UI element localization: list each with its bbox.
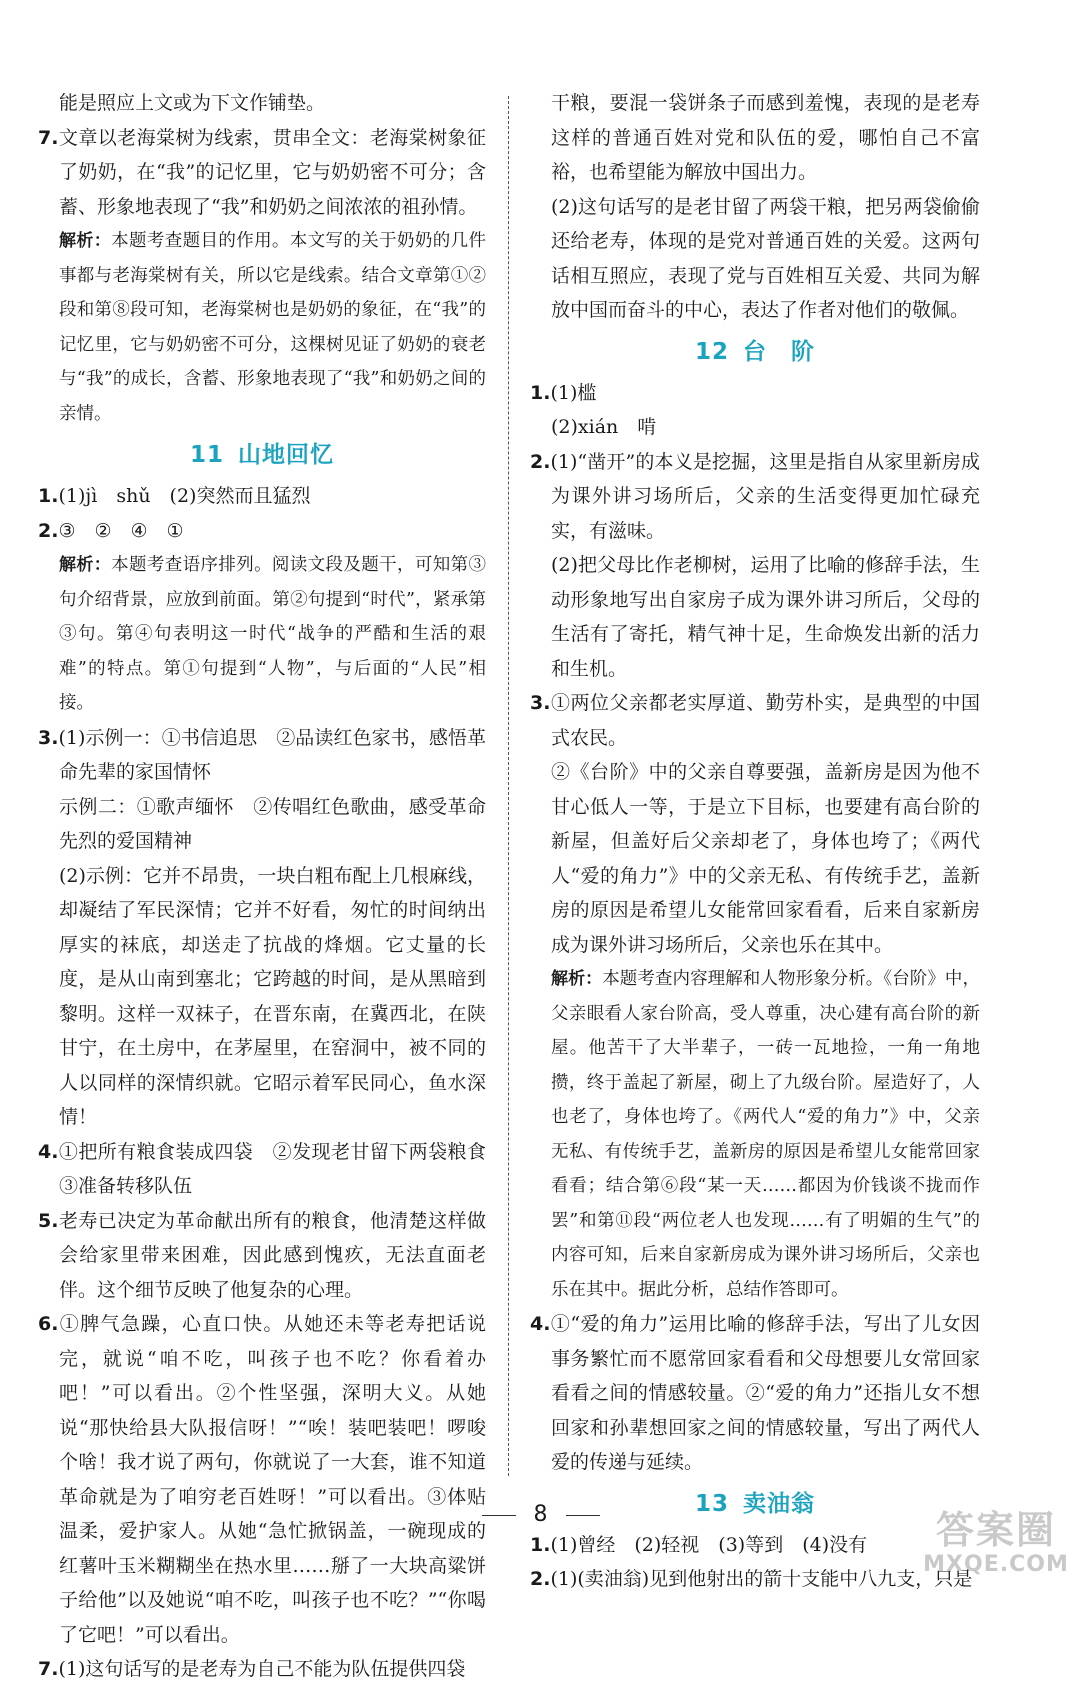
answer-item (530, 686, 980, 755)
question-number: 1. (530, 381, 551, 404)
answer-item (38, 479, 486, 514)
question-number: 3. (38, 726, 59, 749)
answer-text: 能是照应上文或为下文作铺垫。 (59, 92, 326, 114)
answer-text: 老寿已决定为革命献出所有的粮食，他清楚这样做会给家里带来困难，因此感到愧疚，无法直面老伴。这个细节反映了他复杂的心理。 (58, 1209, 486, 1301)
answer-continuation (530, 190, 980, 328)
answer-text: ①两位父亲都老实厚道、勤劳朴实，是典型的中国式农民。 (550, 692, 980, 749)
section-number: 13 (694, 1490, 729, 1517)
question-number: 4. (38, 1140, 59, 1163)
left-column (38, 86, 506, 1687)
watermark-title: 答案圈 (935, 1508, 1056, 1552)
answer-item (38, 1135, 506, 1204)
section-heading (38, 433, 486, 477)
answer-item (530, 376, 980, 411)
question-number: 4. (530, 1313, 551, 1335)
question-number: 3. (530, 692, 551, 714)
question-number: 2. (38, 519, 59, 542)
answer-item (530, 445, 980, 549)
watermark-logo (921, 1508, 1071, 1590)
page-footer (0, 1502, 1081, 1527)
answer-item (530, 1307, 980, 1480)
question-number: 6. (38, 1313, 59, 1335)
column-divider (508, 96, 509, 1476)
answer-item (530, 1528, 980, 1563)
answer-continuation (530, 410, 980, 445)
analysis-label: 解析： (59, 555, 112, 575)
answer-continuation (530, 86, 980, 190)
answer-text: (2)xián 啃 (551, 416, 657, 438)
answer-text: ③ ② ④ ① (58, 519, 184, 542)
answer-item (530, 1562, 980, 1597)
footer-dash-right (566, 1515, 600, 1516)
answer-text: (2)示例：它并不昂贵，一块白粗布配上几根麻线，却凝结了军民深情；它并不好看，匆忙的时间纳出厚实的袜底，却送走了抗战的烽烟。它丈量的长度，是从山南到塞北；它跨越的时间，是从黑暗到黎明。这样一双袜子，在晋东南，在冀西北，在陕甘宁，在土房中，在茅屋里，在窑洞中，被不同的人以同样的深情织就。它昭示着军民同心，鱼水深情！ (59, 864, 486, 1128)
answer-continuation (530, 548, 980, 686)
question-number: 2. (530, 1568, 551, 1590)
question-number: 5. (38, 1209, 59, 1232)
answer-continuation (38, 86, 486, 121)
answer-text: (1)“凿开”的本义是挖掘，这里是指自从家里新房成为课外讲习场所后，父亲的生活变得更加忙碌充实，有滋味。 (550, 450, 980, 542)
answer-continuation (530, 755, 980, 962)
analysis-paragraph (38, 224, 486, 431)
watermark-url: MXQE.COM (923, 1552, 1069, 1577)
answer-text: (1)jì shǔ (2)突然而且猛烈 (58, 485, 311, 507)
answer-item (38, 514, 486, 549)
right-column (530, 86, 980, 1597)
answer-item (38, 1307, 486, 1652)
answer-text: (1)曾经 (2)轻视 (3)等到 (4)没有 (550, 1533, 868, 1556)
answer-item (38, 121, 486, 225)
analysis-text: 本题考查内容理解和人物形象分析。《台阶》中，父亲眼看人家台阶高，受人尊重，决心建有高台阶的新屋。他苦干了大半辈子，一砖一瓦地捡，一角一角地攒，终于盖起了新屋，砌上了九级台阶。屋造好了，人也老了，身体也垮了。《两代人“爱的角力”》中，父亲无私、有传统手艺，盖新房的原因是希望儿女能常回家看看；结合第⑥段“某一天……都因为价钱谈不拢而作罢”和第⑪段“两位老人也发现……有了明媚的生气”的内容可知，后来自家新房成为课外讲习场所后，父亲也乐在其中。据此分析，总结作答即可。 (551, 969, 980, 1300)
answer-text: (1)槛 (550, 381, 597, 404)
answer-text: ①把所有粮食装成四袋 ②发现老甘留下两袋粮食 ③准备转移队伍 (58, 1140, 506, 1197)
section-title: 山地回忆 (238, 441, 334, 468)
answer-item (38, 721, 486, 790)
answer-text: (2)把父母比作老柳树，运用了比喻的修辞手法，生动形象地写出自家房子成为课外讲习所后，父母的生活有了寄托，精气神十足，生命焕发出新的活力和生机。 (551, 554, 980, 680)
section-number: 12 (694, 338, 729, 365)
section-title: 卖油翁 (743, 1489, 815, 1517)
analysis-label: 解析： (551, 969, 603, 989)
answer-text: 干粮，要混一袋饼条子而感到羞愧，表现的是老寿这样的普通百姓对党和队伍的爱，哪怕自己不富裕，也希望能为解放中国出力。 (551, 92, 980, 183)
answer-continuation (38, 790, 486, 859)
analysis-label: 解析： (59, 231, 112, 251)
answer-text: (1)这句话写的是老寿为自己不能为队伍提供四袋 (58, 1658, 466, 1680)
question-number: 1. (38, 485, 59, 507)
answer-text: (2)这句话写的是老甘留了两袋干粮，把另两袋偷偷还给老寿，体现的是党对普通百姓的关爱。这两句话相互照应，表现了党与百姓相互关爱、共同为解放中国而奋斗的中心，表达了作者对他们的敬佩。 (551, 195, 980, 321)
footer-dash-left (482, 1515, 516, 1516)
analysis-text: 本题考查题目的作用。本文写的关于奶奶的几件事都与老海棠树有关，所以它是线索。结合文章第①②段和第⑧段可知，老海棠树也是奶奶的象征，在“我”的记忆里，它与奶奶密不可分，这棵树见证了奶奶的衰老与“我”的成长，含蓄、形象地表现了“我”和奶奶之间的亲情。 (59, 231, 486, 424)
analysis-text: 本题考查语序排列。阅读文段及题干，可知第③句介绍背景，应放到前面。第②句提到“时代”，紧承第③句。第④句表明这一时代“战争的严酷和生活的艰难”的特点。第①句提到“人物”，与后面的“人民”相接。 (59, 555, 486, 713)
section-number: 11 (189, 442, 224, 468)
question-number: 7. (38, 126, 59, 149)
analysis-paragraph (38, 548, 486, 721)
question-number: 2. (530, 450, 551, 473)
page-number: 8 (533, 1502, 548, 1527)
section-heading (530, 330, 980, 374)
answer-continuation (38, 859, 486, 1135)
question-number: 1. (530, 1533, 551, 1556)
answer-text: ①“爱的角力”运用比喻的修辞手法，写出了儿女因事务繁忙而不愿常回家看看和父母想要儿女常回家看看之间的情感较量。②“爱的角力”还指儿女不想回家和孙辈想回家之间的情感较量，写出了两代人爱的传递与延续。 (550, 1313, 980, 1473)
answer-text: (1)(卖油翁)见到他射出的箭十支能中八九支，只是 (550, 1568, 973, 1590)
answer-text: (1)示例一：①书信追思 ②品读红色家书，感悟革命先辈的家国情怀 (58, 726, 486, 783)
answer-item (38, 1204, 486, 1308)
answer-text: ②《台阶》中的父亲自尊要强，盖新房是因为他不甘心低人一等，于是立下目标，也要建有高台阶的新屋，但盖好后父亲却老了，身体也垮了；《两代人“爱的角力”》中的父亲无私、有传统手艺，盖新房的原因是希望儿女能常回家看看，后来自家新房成为课外讲习场所后，父亲也乐在其中。 (551, 761, 980, 956)
section-title: 台 阶 (743, 337, 815, 365)
answer-item (38, 1652, 486, 1687)
answer-text: 文章以老海棠树为线索，贯串全文：老海棠树象征了奶奶，在“我”的记忆里，它与奶奶密不可分；含蓄、形象地表现了“我”和奶奶之间浓浓的祖孙情。 (58, 126, 486, 218)
analysis-paragraph (530, 962, 980, 1307)
answer-text: 示例二：①歌声缅怀 ②传唱红色歌曲，感受革命先烈的爱国精神 (59, 795, 486, 852)
question-number: 7. (38, 1658, 59, 1680)
answer-text: ①脾气急躁，心直口快。从她还未等老寿把话说完，就说“咱不吃，叫孩子也不吃？你看着办吧！”可以看出。②个性坚强，深明大义。从她说“那快给县大队报信呀！”“唉！装吧装吧！啰唆个啥！我才说了两句，你就说了一大套，谁不知道革命就是为了咱穷老百姓呀！”可以看出。③体贴温柔，爱护家人。从她“急忙掀锅盖，一碗现成的红薯叶玉米糊糊坐在热水里……掰了一大块高粱饼子给他”以及她说“咱不吃，叫孩子也不吃？”“你喝了它吧！”可以看出。 (58, 1313, 486, 1646)
